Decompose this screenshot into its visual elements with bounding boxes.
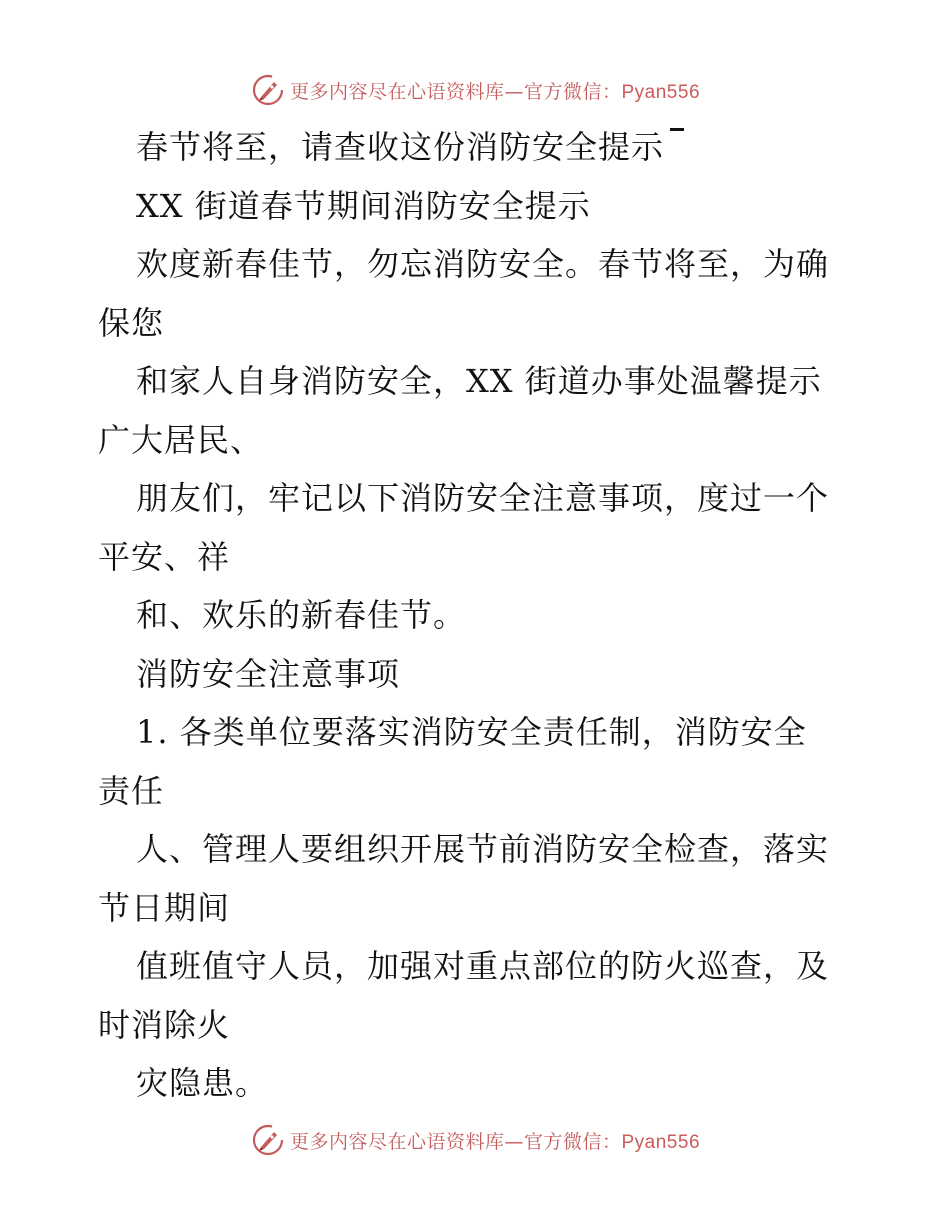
text-line-content: 和家人自身消防安全，XX 街道办事处温馨提示 bbox=[136, 362, 822, 400]
watermark-text: 更多内容尽在心语资料库—官方微信：Pyan556 bbox=[289, 80, 701, 103]
text-line bbox=[98, 762, 858, 821]
text-line-content: 1. 各类单位要落实消防安全责任制，消防安全 bbox=[136, 713, 807, 751]
text-line bbox=[98, 469, 858, 528]
text-line bbox=[98, 586, 858, 645]
text-line bbox=[98, 294, 858, 353]
text-line bbox=[98, 879, 858, 938]
pen-nib-logo-icon bbox=[250, 1122, 286, 1158]
text-line-content: XX 街道春节期间消防安全提示 bbox=[136, 186, 591, 225]
text-line bbox=[98, 703, 858, 762]
text-line-content: 时消除火 bbox=[98, 1005, 231, 1044]
footer-watermark bbox=[0, 1120, 950, 1160]
header-watermark bbox=[0, 70, 950, 110]
text-line bbox=[98, 118, 858, 177]
text-line-content: 值班值守人员，加强对重点部位的防火巡查，及 bbox=[136, 947, 830, 985]
text-line-content: 欢度新春佳节，勿忘消防安全。春节将至，为确 bbox=[136, 245, 830, 283]
text-line-content: 灾隐患。 bbox=[136, 1064, 269, 1102]
text-line-content: 人、管理人要组织开展节前消防安全检查，落实 bbox=[136, 830, 830, 868]
text-line-content: 和、欢乐的新春佳节。 bbox=[136, 596, 467, 634]
document-body bbox=[98, 118, 858, 1113]
text-line-content: 广大居民、 bbox=[98, 420, 264, 459]
overline-mark bbox=[670, 128, 684, 131]
text-line bbox=[98, 528, 858, 587]
text-line-content: 朋友们，牢记以下消防安全注意事项，度过一个 bbox=[136, 479, 830, 517]
text-line-content: 责任 bbox=[98, 771, 165, 810]
text-line-content: 春节将至，请查收这份消防安全提示 bbox=[136, 128, 665, 166]
pen-nib-logo-icon bbox=[250, 72, 286, 108]
text-line bbox=[98, 645, 858, 704]
text-line bbox=[98, 937, 858, 996]
text-line bbox=[98, 996, 858, 1055]
text-line bbox=[98, 177, 858, 236]
watermark-text: 更多内容尽在心语资料库—官方微信：Pyan556 bbox=[289, 1130, 701, 1153]
text-line-content: 节日期间 bbox=[98, 888, 231, 927]
text-line-content: 平安、祥 bbox=[98, 537, 231, 576]
text-line bbox=[98, 235, 858, 294]
text-line bbox=[98, 1054, 858, 1113]
text-line bbox=[98, 411, 858, 470]
text-line-content: 保您 bbox=[98, 303, 165, 342]
text-line-content: 消防安全注意事项 bbox=[136, 654, 401, 693]
text-line bbox=[98, 352, 858, 411]
text-line bbox=[98, 820, 858, 879]
